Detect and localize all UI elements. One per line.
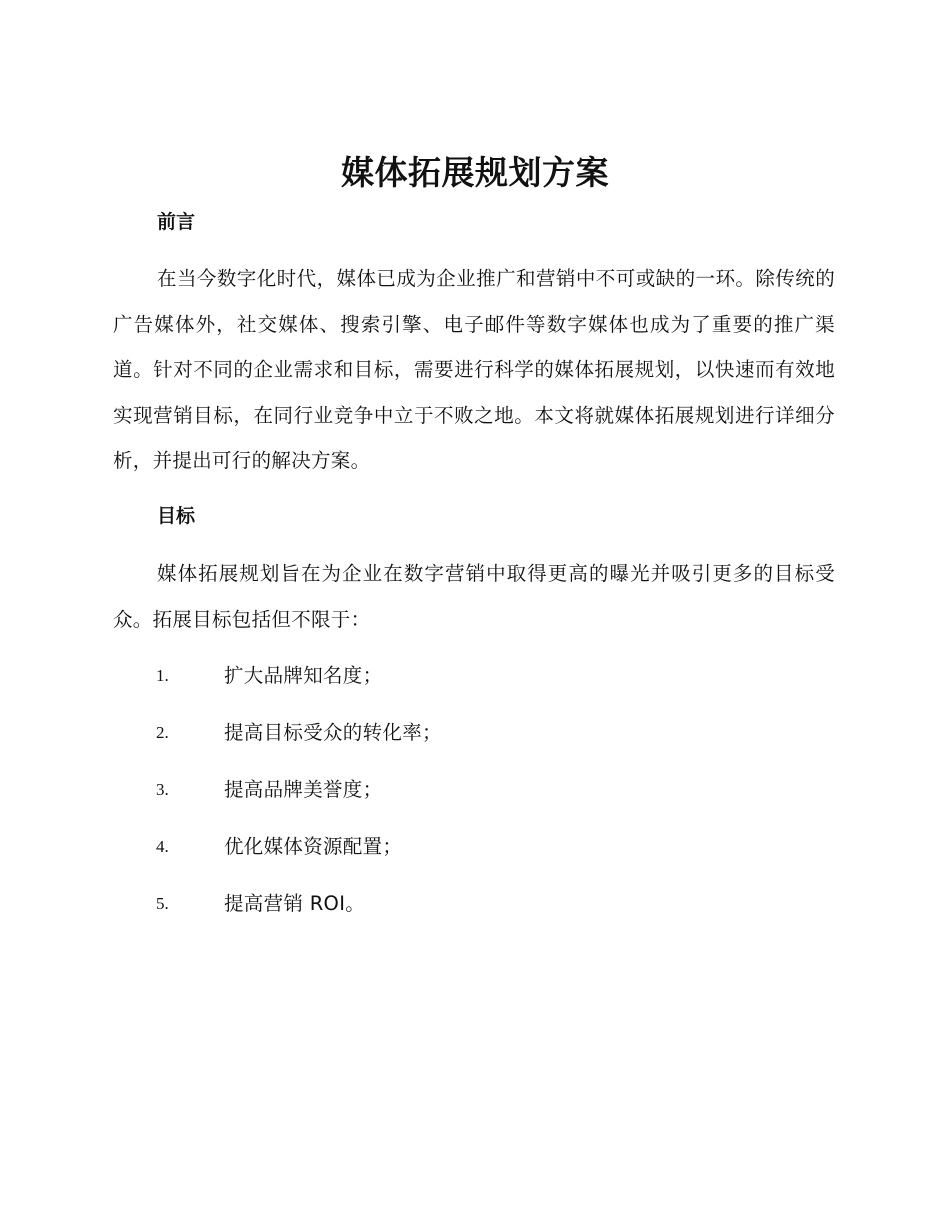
list-item [0,825,700,869]
list-item-number: 1. [156,666,169,685]
goals-paragraph: 媒体拓展规划旨在为企业在数字营销中取得更高的曝光并吸引更多的目标受众。拓展目标包括但不限于： [113,562,835,631]
list-item-number: 2. [156,723,169,742]
list-item [0,711,700,755]
list-item-number: 3. [156,780,169,799]
list-item-text: 扩大品牌知名度； [224,664,383,687]
list-item-number: 5. [156,894,169,913]
list-item-text: 提高目标受众的转化率； [224,721,442,744]
list-item [0,882,700,926]
document-title: 媒体拓展规划方案 [341,153,609,192]
list-item [0,654,700,698]
list-item-text: 提高营销 ROI。 [224,892,366,915]
list-item-text: 优化媒体资源配置； [224,835,403,858]
section-heading-goals: 目标 [157,505,196,527]
list-item [0,768,700,812]
section-heading-preface: 前言 [157,211,196,233]
preface-paragraph: 在当今数字化时代，媒体已成为企业推广和营销中不可或缺的一环。除传统的广告媒体外，社交媒体、搜索引擎、电子邮件等数字媒体也成为了重要的推广渠道。针对不同的企业需求和目标，需要进行科学的媒体拓展规划，以快速而有效地实现营销目标，在同行业竞争中立于不败之地。本文将就媒体拓展规划进行详细分析，并提出可行的解决方案。 [113,267,835,472]
list-item-text: 提高品牌美誉度； [224,778,383,801]
list-item-number: 4. [156,837,169,856]
